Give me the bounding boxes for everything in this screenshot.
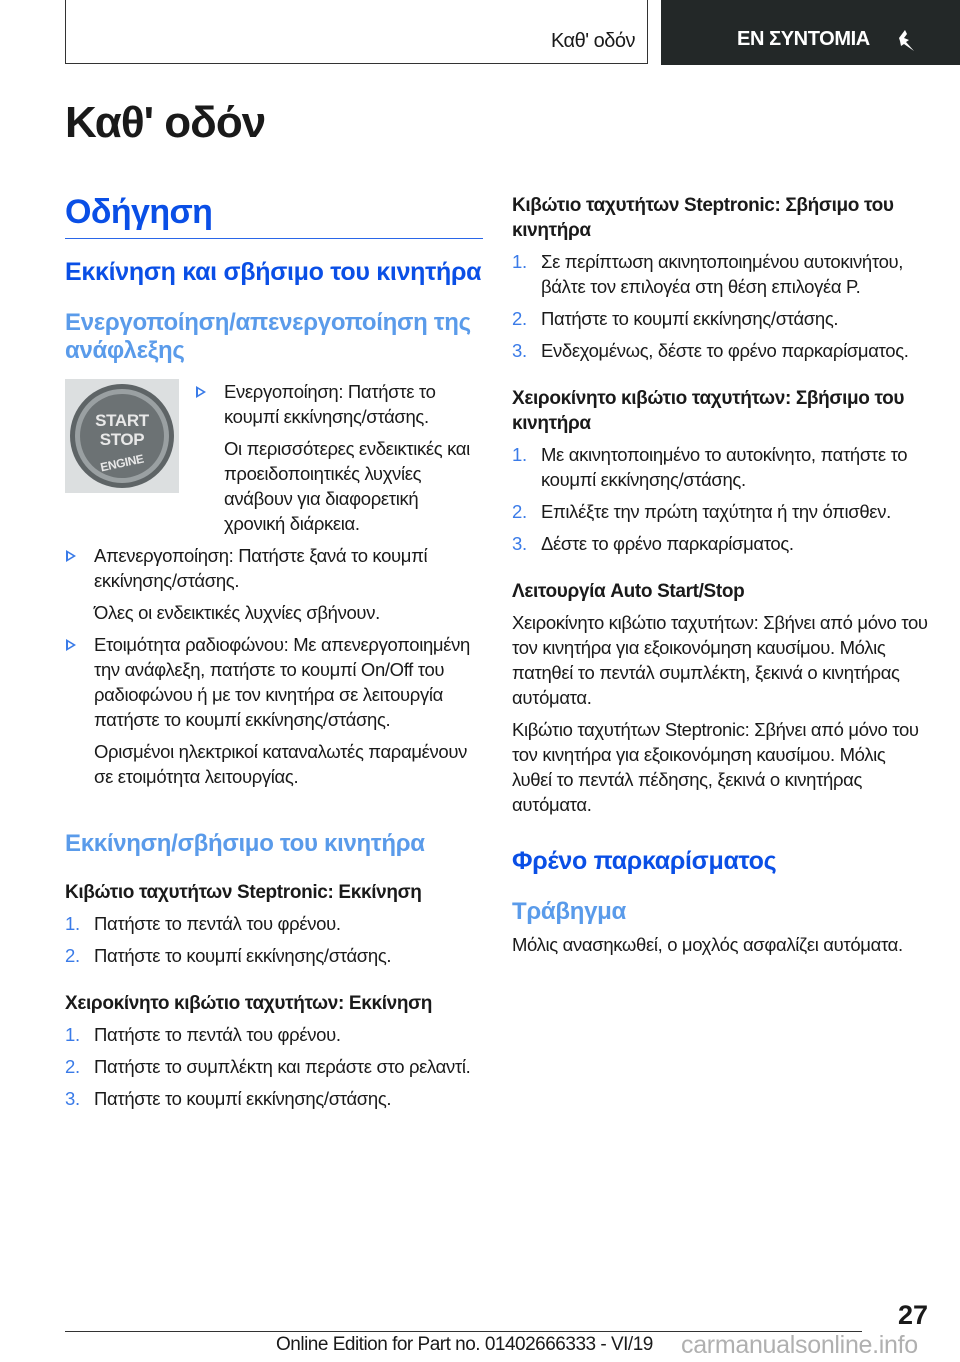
left-column — [65, 190, 483, 1118]
ignition-intro — [65, 379, 483, 543]
step-item: 1. Πατήστε το πεντάλ του φρένου. — [65, 913, 341, 934]
subsection-heading: Εκκίνηση και σβήσιμο του κινητήρα — [65, 258, 482, 286]
bullet-activate: Ενεργοποίηση: Πατήστε το κουμπί εκκίνησης/στάσης. — [195, 379, 483, 429]
manual-start-title: Χειροκίνητο κιβώτιο ταχυτήτων: Εκκίνηση — [65, 993, 432, 1014]
autostart-manual-text: Χειροκίνητο κιβώτιο ταχυτήτων: Σβήνει από μόνο του τον κινητήρα για εξοικονόμηση καυσίμου. Μόλις πατηθεί το πεντάλ συμπλέκτη, ξεκινά ο κινητήρας αυτόματα. — [512, 612, 928, 708]
step-item: 2. Πατήστε το συμπλέκτη και περάστε στο ρελαντί. — [65, 1056, 471, 1077]
step-item: 2. Πατήστε το κουμπί εκκίνησης/στάσης. — [65, 945, 392, 966]
right-column — [512, 193, 930, 964]
step-item: 3. Ενδεχομένως, δέστε το φρένο παρκαρίσματος. — [512, 340, 909, 361]
bullet-triangle-icon — [66, 639, 76, 651]
tab-label: ΕΝ ΣΥΝΤΟΜΙΑ — [737, 28, 870, 50]
steptronic-stop-steps — [512, 249, 930, 363]
step-item: 2. Επιλέξτε την πρώτη ταχύτητα ή την όπισθεν. — [512, 501, 891, 522]
button-label-stop: STOP — [99, 430, 145, 449]
watermark: carmanualsonline.info — [681, 1331, 918, 1359]
ignition-heading: Ενεργοποίηση/απενεργοποίηση της ανάφλεξης — [65, 309, 471, 364]
start-stop-button-image — [65, 379, 179, 493]
bullet-radio-ready-note: Ορισμένοι ηλεκτρικοί καταναλωτές παραμένουν σε ετοιμότητα λειτουργίας. — [94, 741, 468, 787]
breadcrumb[interactable]: Καθ' οδόν — [550, 30, 635, 52]
manual-start-steps — [65, 1022, 483, 1111]
step-item: 1. Με ακινητοποιημένο το αυτοκίνητο, πατήστε το κουμπί εκκίνησης/στάσης. — [512, 444, 908, 490]
page-number: 27 — [897, 1300, 928, 1330]
step-item: 3. Δέστε το φρένο παρκαρίσματος. — [512, 533, 794, 554]
page-title: Καθ' οδόν — [65, 98, 266, 147]
autostart-steptronic-text: Κιβώτιο ταχυτήτων Steptronic: Σβήνει από μόνο του τον κινητήρα για εξοικονόμηση καυσίμου. Μόλις λυθεί το πεντάλ πέδησης, ξεκινά ο κινητήρας αυτόματα. — [512, 719, 919, 815]
step-item: 1. Σε περίπτωση ακινητοποιημένου αυτοκινήτου, βάλτε τον επιλογέα στη θέση επιλογέα P. — [512, 251, 904, 297]
step-item: 1. Πατήστε το πεντάλ του φρένου. — [65, 1024, 341, 1045]
pushpin-icon — [895, 28, 919, 52]
button-label-start: START — [95, 411, 149, 430]
section-heading: Οδήγηση — [65, 190, 483, 239]
step-item: 3. Πατήστε το κουμπί εκκίνησης/στάσης. — [65, 1088, 392, 1109]
manual-stop-steps — [512, 442, 930, 556]
parking-brake-heading: Φρένο παρκαρίσματος — [512, 847, 777, 875]
pull-text: Μόλις ανασηκωθεί, ο μοχλός ασφαλίζει αυτόματα. — [512, 934, 903, 955]
bullet-radio-ready: Ετοιμότητα ραδιοφώνου: Με απενεργοποιημένη την ανάφλεξη, πατήστε το κουμπί On/Off του ραδιοφώνου ή με τον κινητήρα σε λειτουργία πατήστε το κουμπί εκκίνησης/στάσης. — [65, 632, 483, 732]
bullet-activate-note: Οι περισσότερες ενδεικτικές και προειδοποιητικές λυχνίες ανάβουν για διαφορετική χρονική διάρκεια. — [224, 438, 470, 534]
header-breadcrumb-box — [65, 0, 648, 64]
bullet-deactivate-note: Όλες οι ενδεικτικές λυχνίες σβήνουν. — [94, 602, 380, 623]
button-label-engine: ENGINE — [99, 451, 145, 475]
engine-heading: Εκκίνηση/σβήσιμο του κινητήρα — [65, 830, 425, 857]
edition-text: Online Edition for Part no. 01402666333 - VI/19 — [276, 1334, 653, 1355]
autostart-title: Λειτουργία Auto Start/Stop — [512, 581, 745, 602]
bullet-deactivate: Απενεργοποίηση: Πατήστε ξανά το κουμπί εκκίνησης/στάσης. — [65, 543, 483, 593]
steptronic-start-steps — [65, 911, 483, 968]
step-item: 2. Πατήστε το κουμπί εκκίνησης/στάσης. — [512, 308, 839, 329]
manual-stop-title: Χειροκίνητο κιβώτιο ταχυτήτων: Σβήσιμο του κινητήρα — [512, 388, 905, 434]
bullet-triangle-icon — [196, 386, 206, 398]
pull-heading: Τράβηγμα — [512, 898, 626, 925]
steptronic-stop-title: Κιβώτιο ταχυτήτων Steptronic: Σβήσιμο του κινητήρα — [512, 195, 894, 241]
tab-quick-reference[interactable] — [661, 0, 960, 65]
steptronic-start-title: Κιβώτιο ταχυτήτων Steptronic: Εκκίνηση — [65, 882, 422, 903]
bullet-triangle-icon — [66, 550, 76, 562]
